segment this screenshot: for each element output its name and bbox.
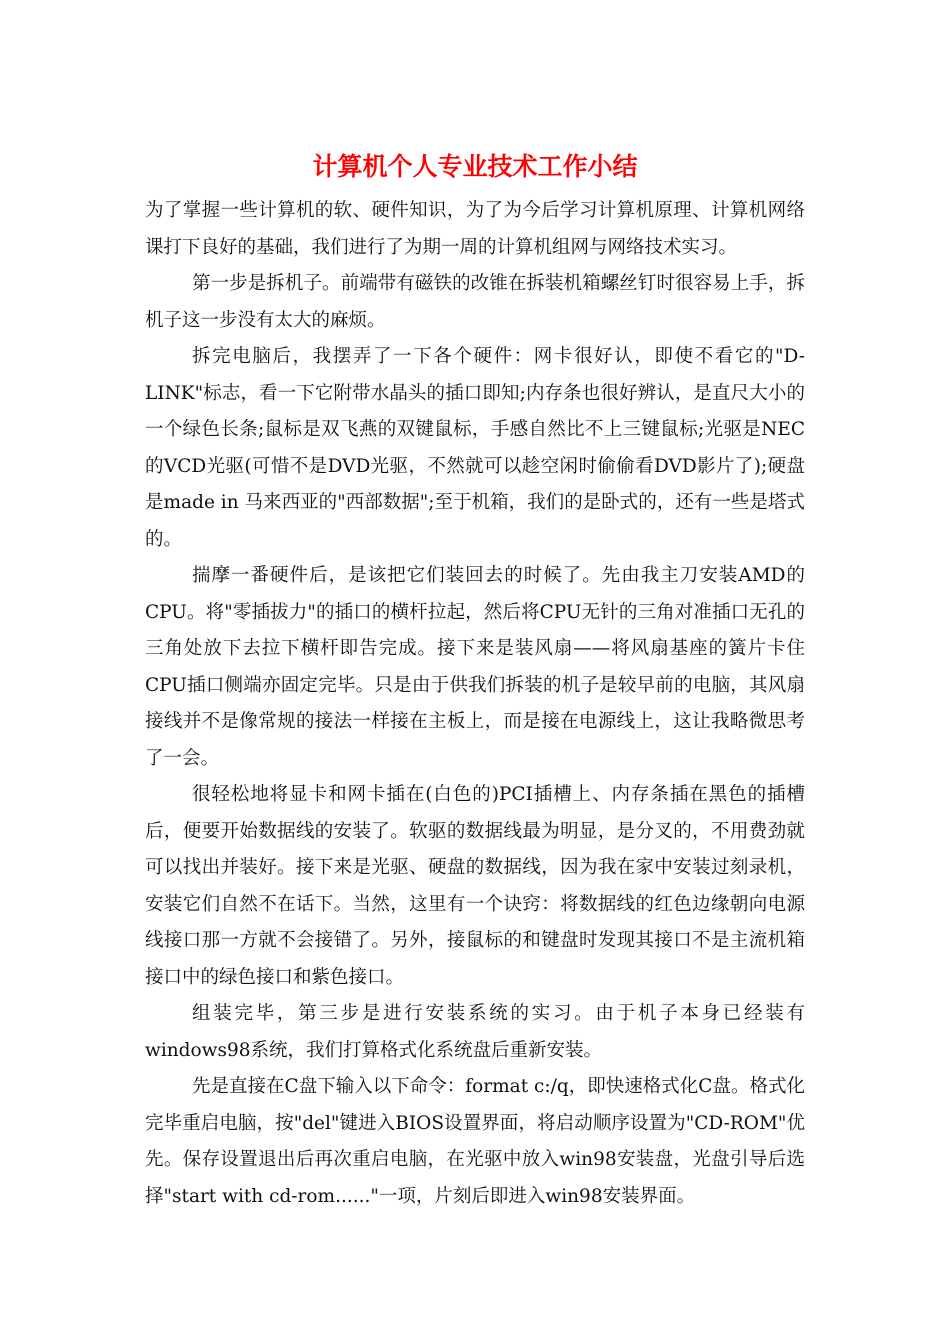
- paragraph-format-and-setup: 先是直接在C盘下输入以下命令：format c:/q，即快速格式化C盘。格式化完毕重启电脑，按"del"键进入BIOS设置界面，将启动顺序设置为"CD-ROM"优先。保存设置退出后再次重启电脑，在光驱中放入win98安装盘，光盘引导后选择"start with cd-rom......"一项，片刻后即进入win98安装界面。: [145, 1076, 805, 1207]
- paragraph-disassembly: 第一步是拆机子。前端带有磁铁的改锥在拆装机箱螺丝钉时很容易上手，拆机子这一步没有太大的麻烦。: [145, 273, 805, 331]
- paragraph-system-installation: 组装完毕，第三步是进行安装系统的实习。由于机子本身已经装有windows98系统，我们打算格式化系统盘后重新安装。: [145, 1003, 805, 1061]
- document-title: 计算机个人专业技术工作小结: [312, 152, 638, 181]
- paragraph-hardware-inspection: 拆完电脑后，我摆弄了一下各个硬件：网卡很好认，即使不看它的"D-LINK"标志，看一下它附带水晶头的插口即知;内存条也很好辨认，是直尺大小的一个绿色长条;鼠标是双飞燕的双键鼠标，手感自然比不上三键鼠标;光驱是NEC的VCD光驱(可惜不是DVD光驱，不然就可以趁空闲时偷偷看DVD影片了);硬盘是made in 马来西亚的"西部数据";至于机箱，我们的是卧式的，还有一些是塔式的。: [145, 346, 805, 550]
- paragraph-cards-and-cables: 很轻松地将显卡和网卡插在(白色的)PCI插槽上、内存条插在黑色的插槽后，便要开始数据线的安装了。软驱的数据线最为明显，是分叉的，不用费劲就可以找出并装好。接下来是光驱、硬盘的数据线，因为我在家中安装过刻录机，安装它们自然不在话下。当然，这里有一个诀窍：将数据线的红色边缘朝向电源线接口那一方就不会接错了。另外，接鼠标的和键盘时发现其接口不是主流机箱接口中的绿色接口和紫色接口。: [145, 784, 805, 988]
- paragraph-cpu-installation: 揣摩一番硬件后，是该把它们装回去的时候了。先由我主刀安装AMD的CPU。将"零插拔力"的插口的横杆拉起，然后将CPU无针的三角对准插口无孔的三角处放下去拉下横杆即告完成。接下来是装风扇——将风扇基座的簧片卡住CPU插口侧端亦固定完毕。只是由于供我们拆装的机子是较早前的电脑，其风扇接线并不是像常规的接法一样接在主板上，而是接在电源线上，这让我略微思考了一会。: [145, 565, 805, 769]
- document-body: [145, 193, 805, 1215]
- paragraph-intro: 为了掌握一些计算机的软、硬件知识，为了为今后学习计算机原理、计算机网络课打下良好的基础，我们进行了为期一周的计算机组网与网络技术实习。: [145, 200, 805, 258]
